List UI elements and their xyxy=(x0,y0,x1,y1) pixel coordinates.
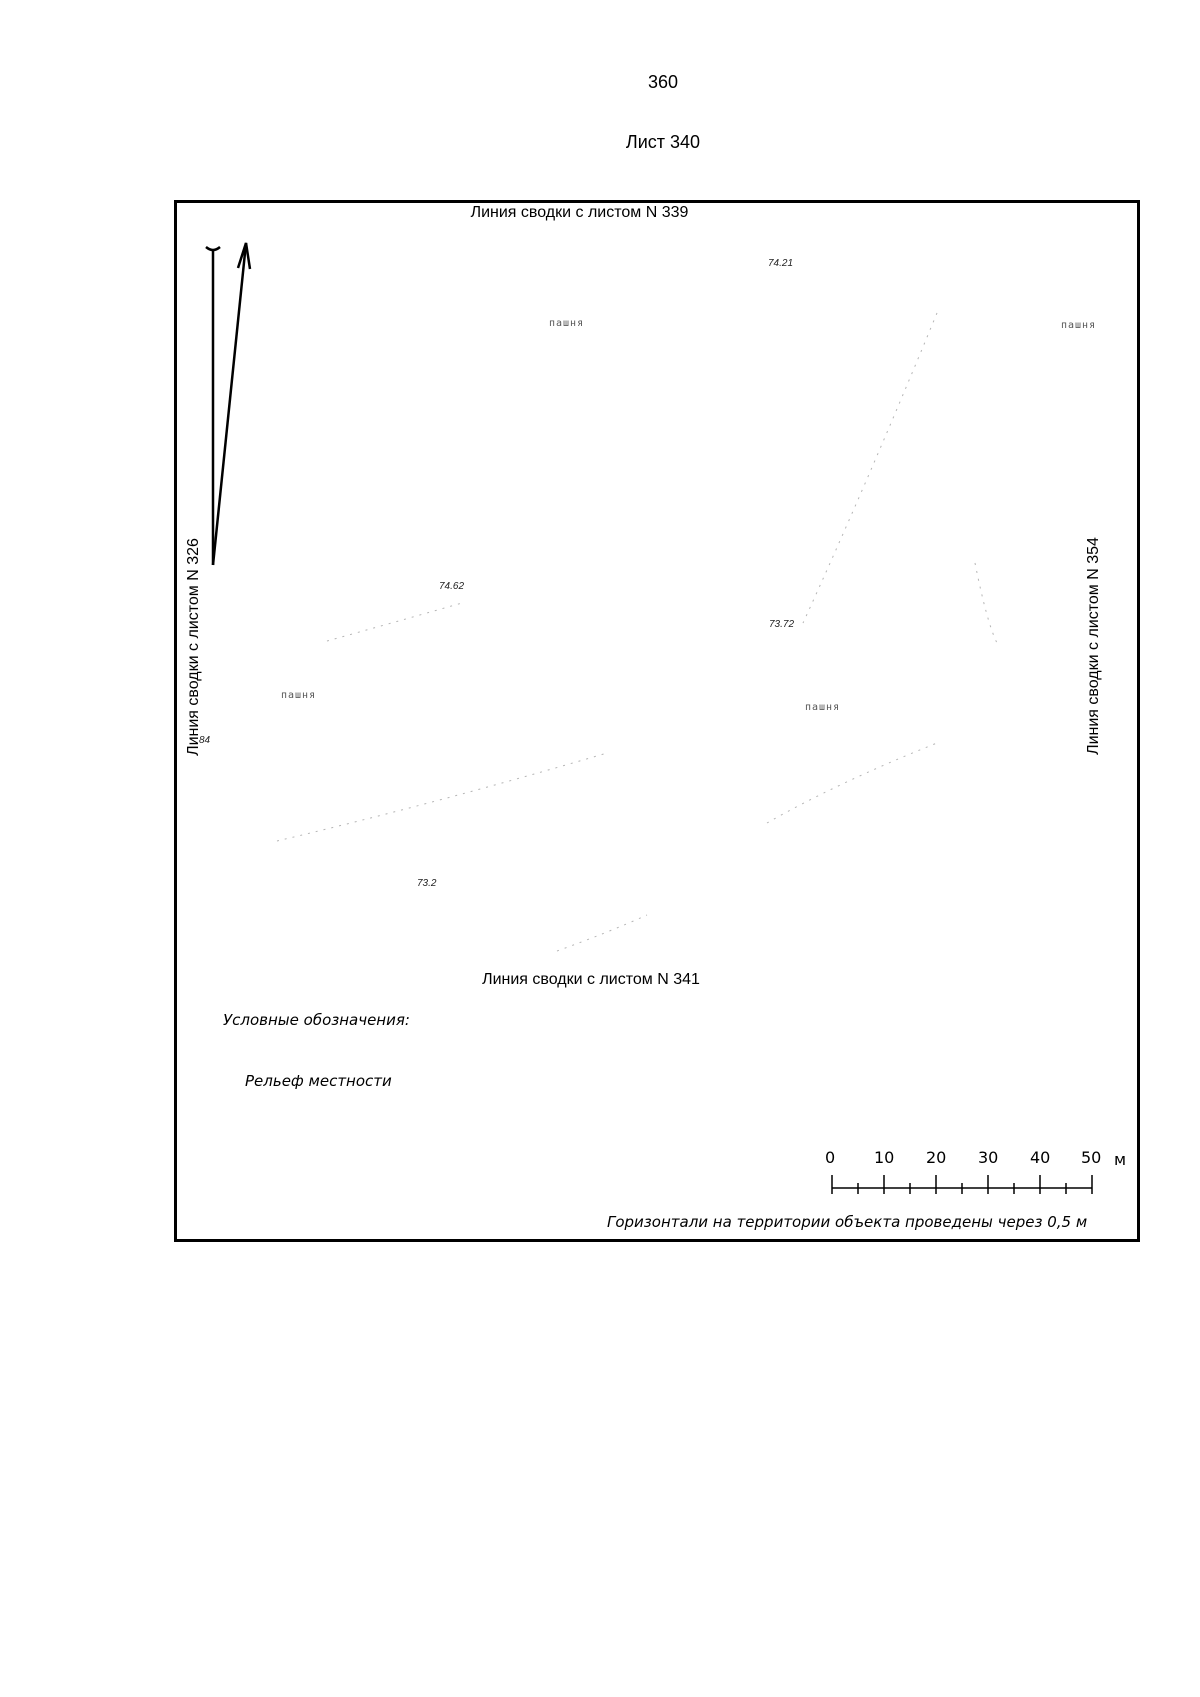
edge-label-bottom: Линия сводки с листом N 341 xyxy=(482,971,700,988)
elevation-mark: 73.72 xyxy=(769,619,795,630)
north-arrow-icon xyxy=(206,243,250,565)
scale-tick-label: 30 xyxy=(978,1148,999,1167)
contour-interval-note: Горизонтали на территории объекта проведены через 0,5 м xyxy=(607,1213,1088,1231)
sheet-title: Лист 340 xyxy=(625,132,701,152)
scale-tick-label: 50 xyxy=(1081,1148,1102,1167)
landuse-label: пашня xyxy=(549,318,585,329)
contour-lines xyxy=(277,313,997,951)
landuse-label: пашня xyxy=(805,702,841,713)
edge-label-left: Линия сводки с листом N 326 xyxy=(185,538,202,756)
landuse-label: пашня xyxy=(281,690,317,701)
scale-tick-label: 10 xyxy=(874,1148,895,1167)
map-frame xyxy=(174,200,1140,1242)
scale-bar xyxy=(832,1175,1092,1194)
legend-title: Условные обозначения: xyxy=(223,1011,410,1029)
elevation-mark: 74.21 xyxy=(768,258,794,269)
landuse-label: пашня xyxy=(1061,320,1097,331)
scale-unit: м xyxy=(1114,1150,1127,1169)
scale-tick-label: 0 xyxy=(825,1148,836,1167)
elevation-mark: 73.2 xyxy=(417,878,437,889)
elevation-mark: 74.62 xyxy=(439,581,465,592)
elevation-mark: 84 xyxy=(199,735,211,746)
scale-tick-label: 40 xyxy=(1030,1148,1051,1167)
page-number: 360 xyxy=(647,72,679,92)
scale-tick-label: 20 xyxy=(926,1148,947,1167)
legend-item-relief: Рельеф местности xyxy=(245,1072,392,1090)
edge-label-top: Линия сводки с листом N 339 xyxy=(470,204,689,221)
edge-label-right: Линия сводки с листом N 354 xyxy=(1085,537,1102,755)
